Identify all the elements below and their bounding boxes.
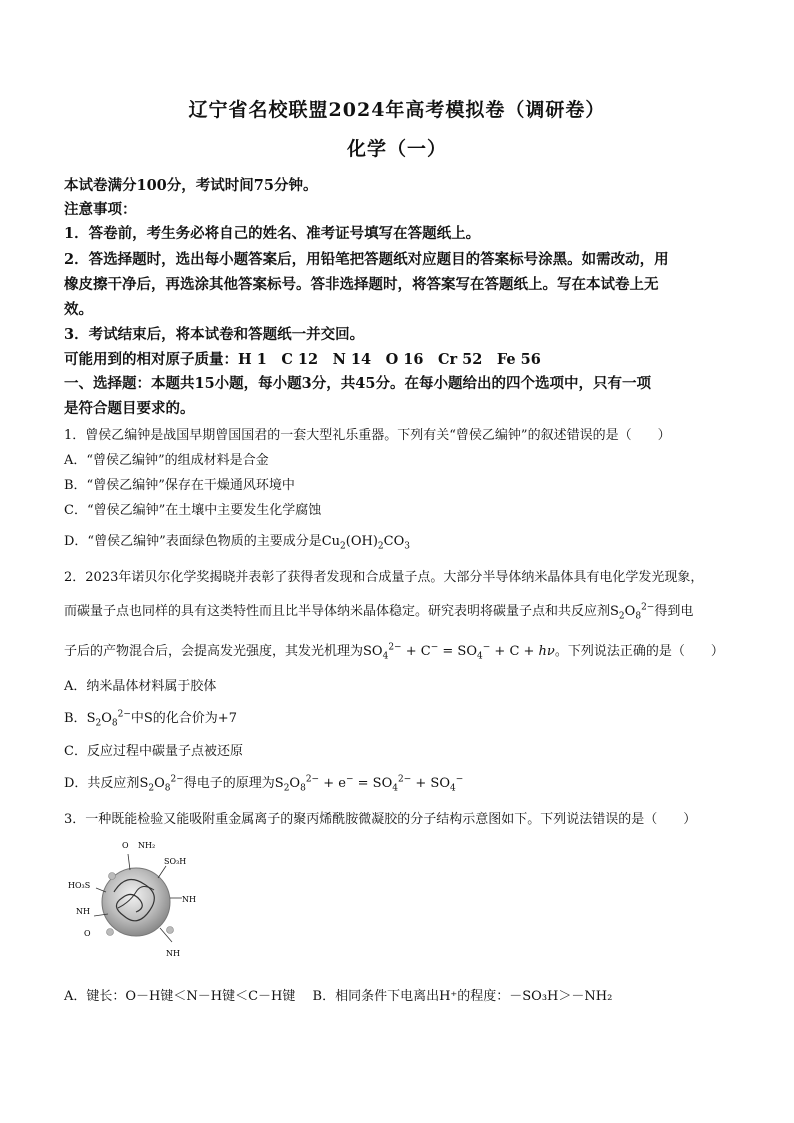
atom-ball <box>107 929 114 936</box>
exam-subtitle: 化学（一） <box>346 138 447 160</box>
bond-line <box>158 866 166 878</box>
label-ho3s: HO₃S <box>68 881 91 890</box>
notice-3: 3．考试结束后，将本试卷和答题纸一并交回。 <box>64 326 365 343</box>
label-nh-bottom: NH <box>166 949 180 958</box>
label-o: O <box>84 929 91 938</box>
q2-option-b-tail: 中S的化合价为+7 <box>130 711 237 726</box>
q2-option-d <box>64 772 463 794</box>
q2-line-2-formula: $S_2O_8^{2-}$ <box>610 602 655 622</box>
q1-option-d-text: D．“曾侯乙编钟”表面绿色物质的主要成分是 <box>64 534 322 549</box>
label-nh2-top: NH₂ <box>138 841 156 850</box>
atomic-masses: 可能用到的相对原子质量：H 1 C 12 N 14 O 16 Cr 52 Fe 56 <box>64 351 541 368</box>
q2-option-d-text: D．共反应剂 <box>64 776 140 791</box>
score-time-line: 本试卷满分100分，考试时间75分钟。 <box>64 177 318 194</box>
notice-2-line-3: 效。 <box>64 301 93 318</box>
label-so3h: SO₃H <box>164 857 187 866</box>
exam-title: 辽宁省名校联盟2024年高考模拟卷（调研卷） <box>188 99 606 121</box>
q2-option-a: A．纳米晶体材料属于胶体 <box>64 679 217 694</box>
section-1-heading-line-1: 一、选择题：本题共15小题，每小题3分，共45分。在每小题给出的四个选项中，只有一项 <box>64 375 651 392</box>
q1-option-b: B．“曾侯乙编钟”保存在干燥通风环境中 <box>64 478 295 493</box>
atom-ball <box>167 927 174 934</box>
q1-option-d-formula: $Cu_2(OH)_2CO_3$ <box>321 534 410 552</box>
q2-option-d-mid: 得电子的原理为 <box>183 776 275 791</box>
label-nh-left: NH <box>76 907 90 916</box>
q3-options-ab: A．键长：O－H键＜N－H键＜C－H键 B．相同条件下电离出H⁺的程度：－SO₃H＞－NH₂ <box>64 989 613 1004</box>
q3-stem: 3．一种既能检验又能吸附重金属离子的聚丙烯酰胺微凝胶的分子结构示意图如下。下列说法错误的是（ ） <box>64 812 697 827</box>
notice-1: 1．答卷前，考生务必将自己的姓名、准考证号填写在答题纸上。 <box>64 225 481 242</box>
q2-option-b-letter: B． <box>64 711 87 726</box>
q1-stem: 1．曾侯乙编钟是战国早期曾国国君的一套大型礼乐重器。下列有关“曾侯乙编钟”的叙述错误的是（ ） <box>64 428 671 443</box>
q2-line-3-tail: 。下列说法正确的是（ ） <box>554 644 724 659</box>
notice-2-line-1: 2．答选择题时，选出每小题答案后，用铅笔把答题纸对应题目的答案标号涂黑。如需改动，用 <box>64 251 669 268</box>
label-nh-right: NH <box>182 895 196 904</box>
q2-option-d-equation: $S_2O_8^{2-} + e^- = SO_4^{2-} + SO_4^-$ <box>274 774 464 794</box>
q2-line-2-tail: 得到电 <box>654 604 694 619</box>
q2-line-3 <box>64 640 724 662</box>
q1-option-d <box>64 530 410 552</box>
q1-option-c: C．“曾侯乙编钟”在土壤中主要发生化学腐蚀 <box>64 503 322 518</box>
q2-option-b-formula: $S_2O_8^{2-}$ <box>86 709 131 729</box>
q1-option-a: A．“曾侯乙编钟”的组成材料是合金 <box>64 453 269 468</box>
q2-mechanism-equation: $SO_4^{2-} + C^- = SO_4^- + C + h\nu$ <box>363 642 555 662</box>
bond-line <box>128 854 130 870</box>
q2-line-3-text: 子后的产物混合后，会提高发光强度，其发光机理为 <box>64 644 364 659</box>
q2-option-d-reactant: $S_2O_8^{2-}$ <box>139 774 184 794</box>
q2-line-1: 2．2023年诺贝尔化学奖揭晓并表彰了获得者发现和合成量子点。大部分半导体纳米晶体具有电化学发光现象， <box>64 570 704 585</box>
q2-option-c: C．反应过程中碳量子点被还原 <box>64 744 243 759</box>
q2-line-2 <box>64 600 693 622</box>
section-1-heading-line-2: 是符合题目要求的。 <box>64 400 195 417</box>
label-o-top: O <box>122 841 129 850</box>
microgel-structure-figure <box>66 832 206 962</box>
q2-option-b <box>64 707 237 729</box>
q2-line-2-text: 而碳量子点也同样的具有这类特性而且比半导体纳米晶体稳定。研究表明将碳量子点和共反应剂 <box>64 604 611 619</box>
atom-ball <box>109 873 116 880</box>
notice-label: 注意事项： <box>64 201 137 218</box>
notice-2-line-2: 橡皮擦干净后，再选涂其他答案标号。答非选择题时，将答案写在答题纸上。写在本试卷上无 <box>64 276 659 293</box>
